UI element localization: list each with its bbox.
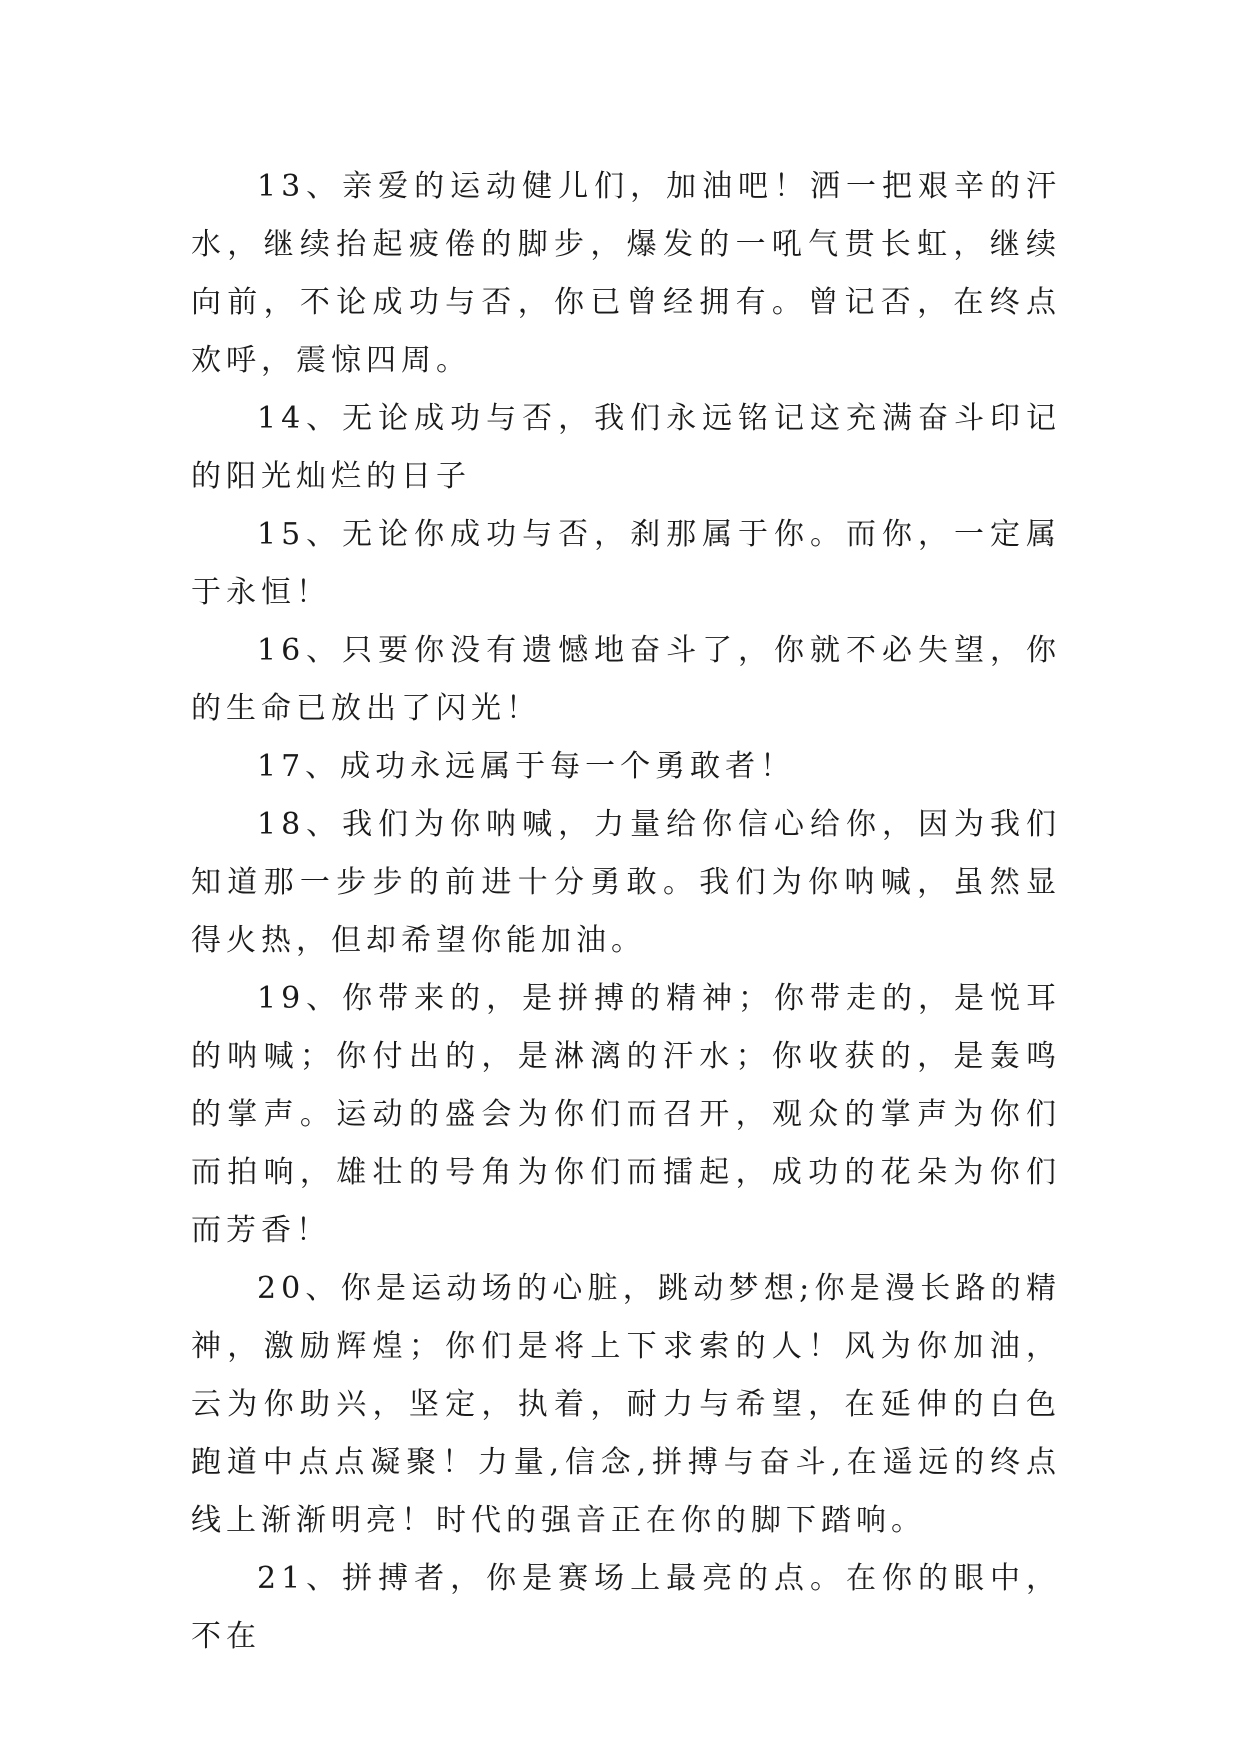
paragraph-15: 15、无论你成功与否，刹那属于你。而你，一定属于永恒！ xyxy=(191,517,1061,610)
paragraph-18: 18、我们为你呐喊，力量给你信心给你，因为我们知道那一步步的前进十分勇敢。我们为你呐喊，虽然显得火热，但却希望你能加油。 xyxy=(191,807,1061,958)
paragraph-17: 17、成功永远属于每一个勇敢者！ xyxy=(257,749,796,784)
paragraph-20: 20、你是运动场的心脏，跳动梦想;你是漫长路的精神，激励辉煌；你们是将上下求索的人！风为你加油，云为你助兴，坚定，执着，耐力与希望，在延伸的白色跑道中点点凝聚！力量,信念,拼搏与奋斗,在遥远的终点线上渐渐明亮！时代的强音正在你的脚下踏响。 xyxy=(191,1271,1061,1538)
document-body xyxy=(191,158,1061,1666)
paragraph-16: 16、只要你没有遗憾地奋斗了，你就不必失望，你的生命已放出了闪光！ xyxy=(191,633,1061,726)
paragraph-19: 19、你带来的，是拼搏的精神；你带走的，是悦耳的呐喊；你付出的，是淋漓的汗水；你收获的，是轰鸣的掌声。运动的盛会为你们而召开，观众的掌声为你们而拍响，雄壮的号角为你们而擂起，成功的花朵为你们而芳香！ xyxy=(191,981,1061,1248)
paragraph-13: 13、亲爱的运动健儿们，加油吧！洒一把艰辛的汗水，继续抬起疲倦的脚步，爆发的一吼气贯长虹，继续向前，不论成功与否，你已曾经拥有。曾记否，在终点欢呼，震惊四周。 xyxy=(191,169,1061,378)
paragraph-21: 21、拼搏者，你是赛场上最亮的点。在你的眼中，不在 xyxy=(191,1561,1061,1654)
paragraph-14: 14、无论成功与否，我们永远铭记这充满奋斗印记的阳光灿烂的日子 xyxy=(191,401,1061,494)
